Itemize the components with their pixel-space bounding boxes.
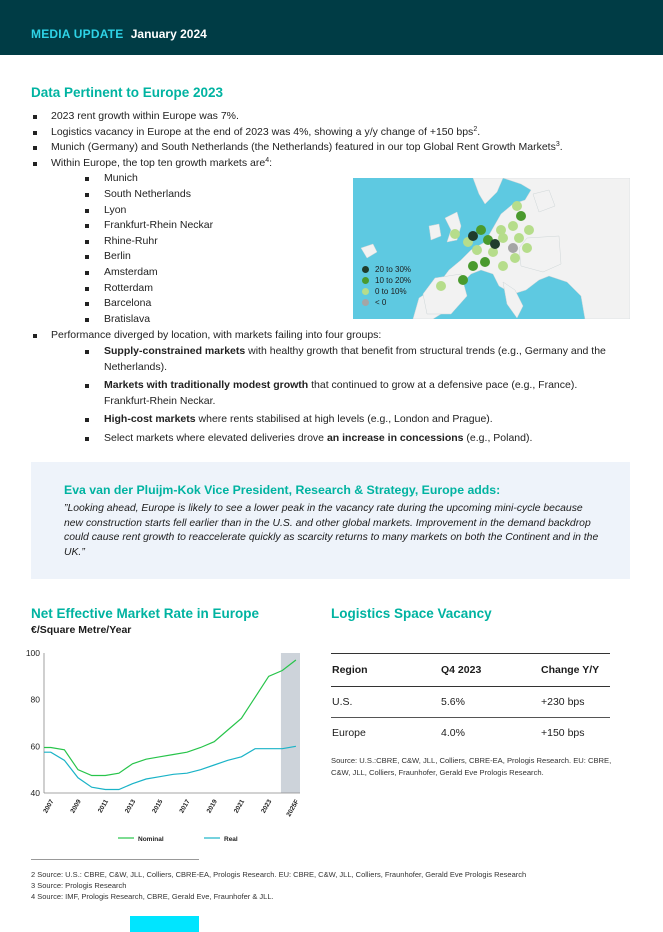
quote-text: ”Looking ahead, Europe is likely to see a lower peak in the vacancy rate during the upcoming mini-cycle because new construction starts fell earlier than in the U.S. and other global markets. Improvement in the demand backdrop could cause rent growth to reaccelerate quickly as scarcity returns to many markets on both the Continent and in the UK.” — [64, 503, 599, 558]
table-header-row — [331, 654, 610, 687]
y-tick-label: 40 — [30, 788, 40, 798]
footnote-divider — [31, 859, 199, 860]
table-cell: U.S. — [331, 687, 441, 718]
table-cell: 4.0% — [441, 727, 465, 740]
market-item: Munich — [85, 171, 643, 187]
header-title — [31, 27, 207, 41]
y-tick-label: 100 — [25, 648, 40, 658]
market-item: Berlin — [85, 249, 643, 265]
legend-label: 0 to 10% — [375, 287, 407, 296]
legend-item — [361, 264, 411, 275]
bullet-text: Performance diverged by location, with markets failing into four groups: — [51, 329, 382, 342]
bullet-text: 2023 rent growth within Europe was 7%. — [51, 110, 239, 122]
series-line-real — [44, 746, 296, 789]
series-line-nominal — [44, 660, 296, 776]
legend-label: < 0 — [375, 298, 387, 307]
table-row — [331, 687, 610, 718]
x-tick-label: 2017 — [178, 798, 192, 815]
footer-accent-bar — [130, 916, 199, 932]
x-tick-label: 2009 — [69, 798, 83, 815]
x-tick-label: 2023 — [260, 798, 274, 815]
bullet-item: Logistics vacancy in Europe at the end of 2023 was 4%, showing a y/y change of +150 bps$^2$. — [33, 125, 643, 141]
market-item: Bratislava — [85, 312, 643, 328]
y-tick-label: 60 — [30, 741, 40, 752]
group-item — [85, 431, 623, 447]
page-header — [0, 0, 663, 55]
footnote-ref: 4 — [265, 156, 270, 164]
bullet-text: Within Europe, the top ten growth markets are — [51, 156, 266, 169]
group-pre: Select markets where elevated deliveries drove — [104, 431, 327, 444]
bullet-text: Munich (Germany) and South Netherlands (the Netherlands) featured in our top Global Rent Growth Markets — [51, 141, 556, 154]
legend-item — [361, 286, 411, 297]
table-cell: Europe — [332, 727, 366, 740]
column-header: Q4 2023 — [441, 654, 541, 687]
y-tick-label: 80 — [30, 694, 40, 705]
legend-item — [361, 297, 411, 308]
market-item: Rhine-Ruhr — [85, 234, 643, 250]
market-item: Amsterdam — [85, 265, 643, 281]
legend-dot — [362, 266, 369, 273]
legend-dot — [362, 277, 369, 284]
group-bold: Supply-constrained markets — [104, 344, 246, 357]
header-date: January 2024 — [130, 27, 207, 41]
bullet-item: Within Europe, the top ten growth markets are$^4$: — [33, 156, 643, 172]
groups-list — [33, 344, 623, 447]
quote-box — [31, 462, 630, 579]
group-bold: an increase in concessions — [326, 431, 464, 444]
section-title-europe: Data Pertinent to Europe 2023 — [31, 85, 224, 100]
column-header: Change Y/Y — [541, 654, 610, 687]
legend-dot — [362, 288, 369, 295]
x-tick-label: 2021 — [232, 798, 247, 815]
market-rate-chart — [18, 640, 308, 850]
x-tick-label: 2011 — [96, 798, 111, 815]
group-text: with healthy growth that benefit from structural trends (e.g., Germany and the Netherlands). — [104, 344, 606, 373]
bullet-item — [33, 109, 643, 125]
bullet-text: Logistics vacancy in Europe at the end of 2023 was 4%, showing a y/y change of +150 bps — [51, 125, 474, 138]
vacancy-title: Logistics Space Vacancy — [331, 606, 492, 621]
x-tick-label: 2025F — [285, 798, 301, 818]
legend-label: 10 to 20% — [375, 276, 412, 285]
footnote-ref: 2 — [473, 125, 478, 133]
group-item — [85, 344, 623, 375]
footnotes — [31, 869, 526, 902]
vacancy-table — [331, 653, 610, 749]
group-item — [85, 412, 623, 428]
footnote: 4 Source: IMF, Prologis Research, CBRE, Gerald Eve, Fraunhofer & JLL. — [31, 892, 274, 901]
legend-dot — [362, 299, 369, 306]
table-cell: 5.6% — [441, 687, 541, 718]
market-item: Frankfurt-Rhein Neckar — [85, 218, 643, 234]
table-row — [331, 718, 610, 749]
footnote: 2 Source: U.S.: CBRE, C&W, JLL, Colliers, CBRE-EA, Prologis Research. EU: CBRE, C&W, JLL, Colliers, Fraunhofer, Gerald Eve Prologis Research — [31, 870, 527, 879]
market-item: Barcelona — [85, 296, 643, 312]
column-header: Region — [331, 654, 441, 687]
chart-title: Net Effective Market Rate in Europe — [31, 606, 260, 621]
chart-subtitle: €/Square Metre/Year — [31, 624, 132, 636]
legend-item — [361, 275, 411, 286]
market-item: Lyon — [85, 203, 643, 219]
quote-heading: Eva van der Pluijm-Kok Vice President, Research & Strategy, Europe adds: — [64, 483, 501, 497]
group-bold: Markets with traditionally modest growth — [104, 379, 309, 392]
group-text: where rents stabilised at high levels (e.g., London and Prague). — [195, 413, 493, 426]
legend-label: Real — [224, 836, 238, 843]
group-item — [85, 378, 623, 409]
x-tick-label: 2007 — [42, 798, 56, 815]
market-item: South Netherlands — [85, 187, 643, 203]
footnote-ref: 3 — [555, 141, 560, 149]
table-cell: +230 bps — [541, 687, 610, 718]
footnote: 3 Source: Prologis Research — [31, 881, 127, 890]
header-media-label: MEDIA UPDATE — [31, 27, 124, 41]
map-legend — [361, 264, 411, 308]
group-text: that continued to grow at a defensive pace (e.g., France). Frankfurt-Rhein Neckar. — [104, 379, 578, 407]
forecast-shading — [281, 653, 300, 793]
vacancy-source: Source: U.S.:CBRE, C&W, JLL, Colliers, CBRE-EA, Prologis Research. EU: CBRE, C&W, JLL, Colliers, Fraunhofer, Gerald Eve Prologis Research. — [331, 756, 612, 777]
x-tick-label: 2015 — [151, 798, 165, 815]
x-tick-label: 2019 — [205, 798, 219, 815]
table-cell: +150 bps — [541, 727, 585, 740]
bullet-item — [33, 328, 643, 344]
market-item: Rotterdam — [85, 281, 643, 297]
legend-label: 20 to 30% — [375, 265, 412, 274]
bullet-item: Munich (Germany) and South Netherlands (the Netherlands) featured in our top Global Rent Growth Markets$^3$. — [33, 140, 643, 156]
legend-label: Nominal — [138, 836, 164, 843]
x-tick-label: 2013 — [123, 798, 138, 815]
group-bold: High-cost markets — [104, 413, 196, 426]
group-text: (e.g., Poland). — [463, 431, 533, 444]
